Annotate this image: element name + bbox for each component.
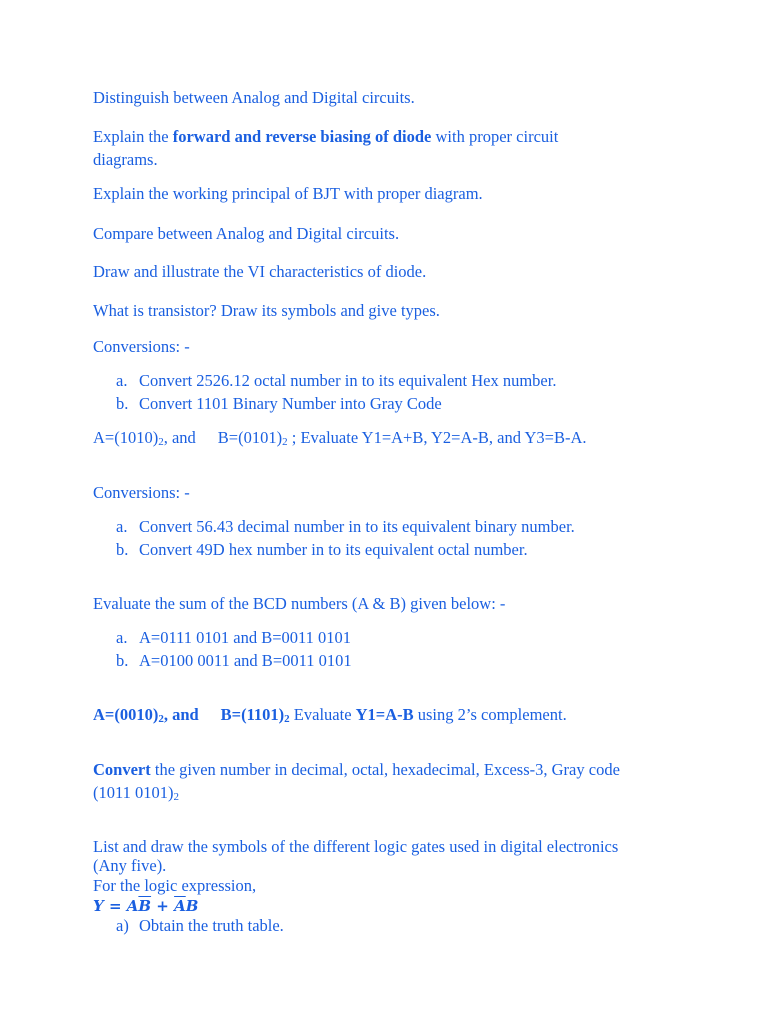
question-13: List and draw the symbols of the different logic gates used in digital electronics — [93, 837, 619, 856]
question-2-line2: diagrams. — [93, 150, 158, 169]
item-label: a. — [116, 517, 128, 536]
question-8 — [93, 428, 587, 448]
q11-b-sub: 2 — [284, 713, 290, 725]
question-5: Draw and illustrate the VI characteristics of diode. — [93, 262, 427, 281]
q8-b-sub: 2 — [282, 436, 288, 448]
question-2 — [93, 127, 558, 147]
q12-number: (1011 0101) — [93, 783, 174, 802]
question-14-intro: For the logic expression, — [93, 876, 257, 895]
q11-a-sub: 2 — [158, 713, 164, 725]
item-label: b. — [116, 651, 129, 670]
q11-b: B=(1101) — [220, 705, 285, 724]
term1-b-bar: $\overline{B}$ — [138, 897, 152, 915]
q8-a: A=(1010) — [93, 428, 159, 447]
item-label: b. — [116, 394, 129, 413]
item-text: Convert 2526.12 octal number in to its equivalent Hex number. — [139, 371, 557, 390]
q11-a: A=(0010) — [93, 705, 159, 724]
item-text: A=0111 0101 and B=0011 0101 — [139, 628, 352, 647]
question-1: Distinguish between Analog and Digital circuits. — [93, 88, 415, 107]
question-10-item-a — [116, 628, 351, 648]
question-3: Explain the working principal of BJT with proper diagram. — [93, 184, 483, 203]
item-text: Obtain the truth table. — [139, 916, 284, 935]
question-11 — [93, 705, 567, 725]
q8-a-sub: 2 — [158, 436, 164, 448]
question-10-item-b — [116, 651, 352, 671]
eq-lhs: Y — [93, 897, 104, 915]
question-14-item-a — [116, 916, 284, 936]
question-9-item-a — [116, 517, 575, 537]
item-text: Convert 56.43 decimal number in to its equivalent binary number. — [139, 517, 575, 536]
question-7-heading: Conversions: - — [93, 337, 190, 356]
item-label: a. — [116, 371, 128, 390]
question-4: Compare between Analog and Digital circuits. — [93, 224, 400, 243]
q11-and: , and — [163, 705, 199, 724]
question-7-item-b — [116, 394, 442, 414]
term1-a: A — [126, 897, 139, 915]
q12-sub: 2 — [173, 791, 180, 803]
item-label: a) — [116, 916, 129, 935]
q8-b: B=(0101) — [217, 428, 283, 447]
question-12-line2 — [93, 783, 179, 803]
eq-sign: = — [103, 897, 127, 915]
item-label: b. — [116, 540, 129, 559]
item-label: a. — [116, 628, 128, 647]
q12-rest: the given number in decimal, octal, hexadecimal, Excess-3, Gray code — [150, 760, 620, 779]
q11-rest: using 2’s complement. — [413, 705, 567, 724]
item-text: Convert 49D hex number in to its equivalent octal number. — [139, 540, 528, 559]
question-6: What is transistor? Draw its symbols and give types. — [93, 301, 440, 320]
q11-bold2: Y1=A-B — [355, 705, 414, 724]
q2-pre: Explain the — [93, 127, 173, 146]
question-7-item-a — [116, 371, 556, 391]
item-text: Convert 1101 Binary Number into Gray Code — [139, 394, 442, 413]
q12-bold: Convert — [93, 760, 151, 779]
question-12 — [93, 760, 620, 780]
q2-bold: forward and reverse biasing of diode — [172, 127, 432, 146]
item-text: A=0100 0011 and B=0011 0101 — [139, 651, 352, 670]
q8-and: , and — [163, 428, 196, 447]
q2-post: with proper circuit — [431, 127, 559, 146]
question-10-heading: Evaluate the sum of the BCD numbers (A & B) given below: - — [93, 594, 506, 613]
term2-b: B — [185, 897, 199, 915]
question-9-heading: Conversions: - — [93, 483, 190, 502]
logic-expression — [93, 896, 198, 916]
question-9-item-b — [116, 540, 528, 560]
q8-rest: ; Evaluate Y1=A+B, Y2=A-B, and Y3=B-A. — [287, 428, 587, 447]
question-13-line2: (Any five). — [93, 856, 167, 875]
q11-mid: Evaluate — [289, 705, 356, 724]
plus-sign: + — [151, 897, 175, 915]
term2-a-bar: $\overline{A}$ — [174, 897, 186, 915]
